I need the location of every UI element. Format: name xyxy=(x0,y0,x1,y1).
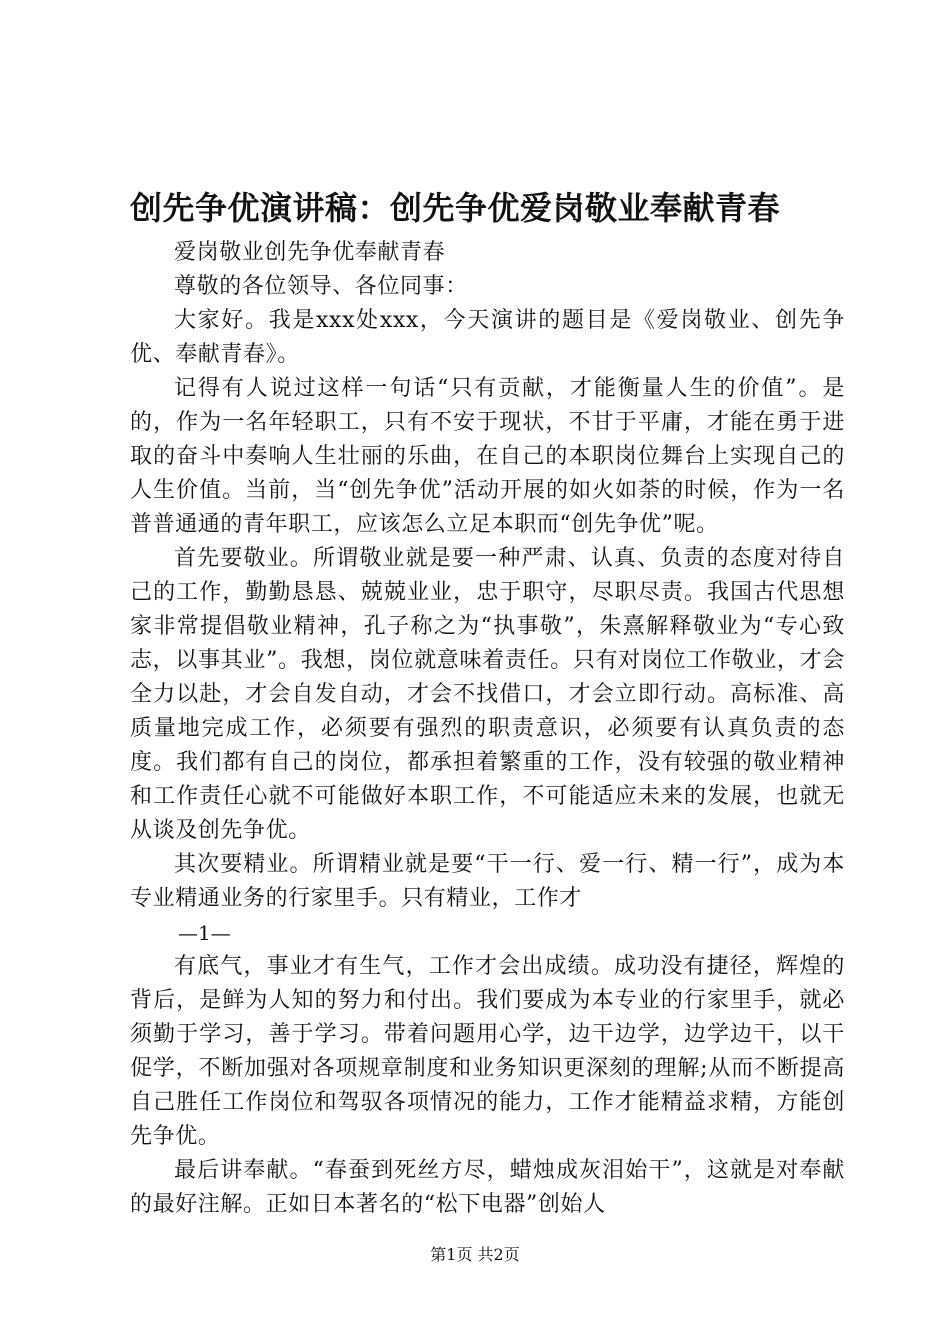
page-footer: 第1页 共2页 xyxy=(430,1245,520,1264)
page-number-mark: —1— xyxy=(178,921,231,945)
paragraph: 其次要精业。所谓精业就是要“干一行、爱一行、精一行”，成为本专业精通业务的行家里手。只有精业，工作才 xyxy=(130,852,845,911)
document-title: 创先争优演讲稿：创先争优爱岗敬业奉献青春 xyxy=(130,189,781,227)
paragraph: 首先要敬业。所谓敬业就是要一种严肃、认真、负责的态度对待自己的工作，勤勤恳恳、兢兢业业，忠于职守，尽职尽责。我国古代思想家非常提倡敬业精神，孔子称之为“执事敬”，朱熹解释敬业为“专心致志，以事其业”。我想，岗位就意味着责任。只有对岗位工作敬业，才会全力以赴，才会自发自动，才会不找借口，才会立即行动。高标准、高质量地完成工作，必须要有强烈的职责意识，必须要有认真负责的态度。我们都有自己的岗位，都承担着繁重的工作，没有较强的敬业精神和工作责任心就不可能做好本职工作，不可能适应未来的发展，也就无从谈及创先争优。 xyxy=(130,546,845,843)
paragraph: 有底气，事业才有生气，工作才会出成绩。成功没有捷径，辉煌的背后，是鲜为人知的努力和付出。我们要成为本专业的行家里手，就必须勤于学习，善于学习。带着问题用心学，边干边学，边学边干，以干促学，不断加强对各项规章制度和业务知识更深刻的理解;从而不断提高自己胜任工作岗位和驾驭各项情况的能力，工作才能精益求精，方能创先争优。 xyxy=(130,954,845,1149)
paragraph: 记得有人说过这样一句话“只有贡献，才能衡量人生的价值”。是的，作为一名年轻职工，只有不安于现状，不甘于平庸，才能在勇于进取的奋斗中奏响人生壮丽的乐曲，在自己的本职岗位舞台上实现自己的人生价值。当前，当“创先争优”活动开展的如火如荼的时候，作为一名普普通通的青年职工，应该怎么立足本职而“创先争优”呢。 xyxy=(130,376,845,537)
paragraph: 爱岗敬业创先争优奉献青春 xyxy=(174,240,446,265)
paragraph: 最后讲奉献。“春蚕到死丝方尽，蜡烛成灰泪始干”，这就是对奉献的最好注解。正如日本著名的“松下电器”创始人 xyxy=(130,1158,845,1217)
paragraph: 大家好。我是xxx处xxx，今天演讲的题目是《爱岗敬业、创先争优、奉献青春》。 xyxy=(130,308,845,367)
document-body xyxy=(130,236,845,1222)
paragraph: 尊敬的各位领导、各位同事： xyxy=(174,274,468,299)
